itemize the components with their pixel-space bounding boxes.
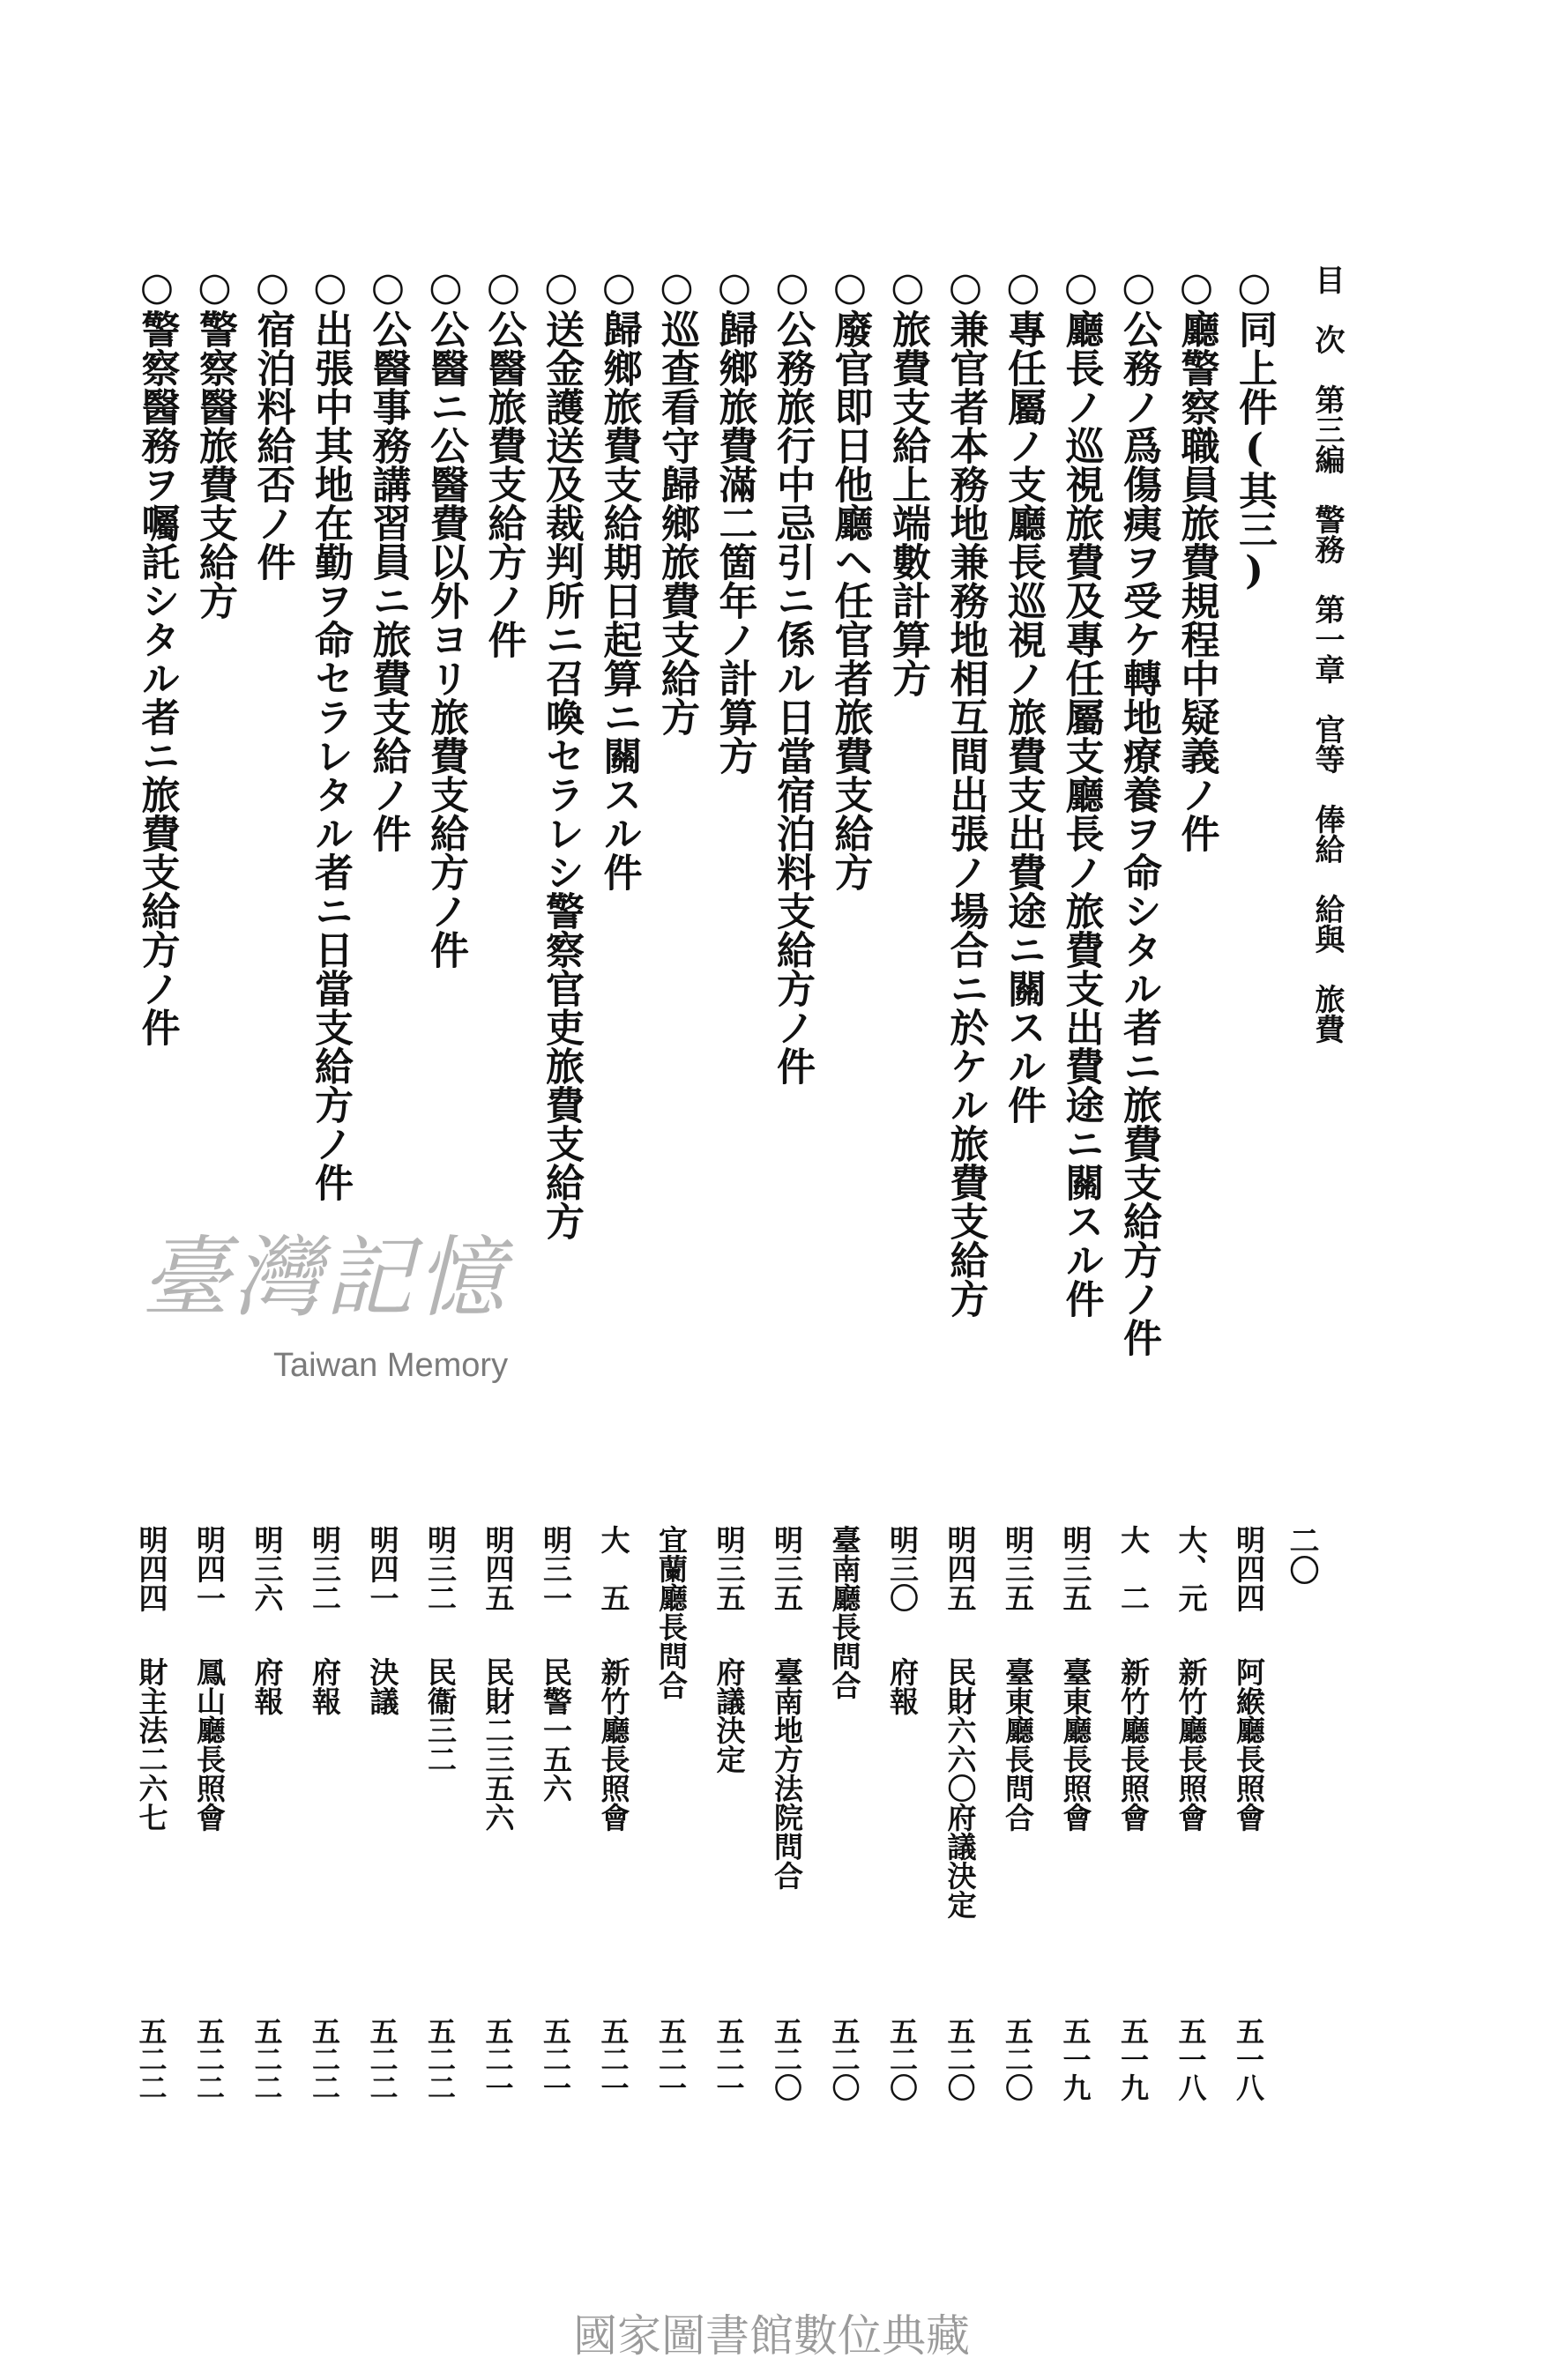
entry-title[interactable]: ○宿泊料給否ノ件 bbox=[250, 264, 295, 581]
entry-title[interactable]: ○同上件(其三) bbox=[1232, 264, 1277, 593]
entry-source: 臺南廳長問合 bbox=[827, 1525, 862, 1699]
entry-source: 民財六六〇府議決定 bbox=[943, 1657, 978, 1919]
header-part: 第一章 bbox=[1309, 594, 1345, 684]
entry-page: 五二二 bbox=[423, 2017, 457, 2101]
entry-era: 大 二 bbox=[1116, 1525, 1151, 1612]
entry-source: 新竹廳長照會 bbox=[596, 1657, 631, 1832]
entry-era: 明三〇 bbox=[885, 1525, 920, 1612]
entry-page: 五二一 bbox=[654, 2017, 688, 2101]
entry-title[interactable]: ○公務ノ爲傷痍ヲ受ケ轉地療養ヲ命シタル者ニ旅費支給方ノ件 bbox=[1116, 264, 1161, 1357]
entry-era: 明三六 bbox=[250, 1525, 285, 1612]
watermark-logo: 臺灣記憶 bbox=[141, 1226, 508, 1329]
entry-source: 臺南地方法院問合 bbox=[770, 1657, 804, 1890]
entry-title[interactable]: ○送金護送及裁判所ニ召喚セラレシ警察官吏旅費支給方 bbox=[539, 264, 584, 1240]
entry-era: 明三五 bbox=[770, 1525, 804, 1612]
entry-era: 明四五 bbox=[943, 1525, 978, 1612]
entry-page: 五一九 bbox=[1116, 2017, 1150, 2101]
entry-source: 臺東廳長照會 bbox=[1058, 1657, 1093, 1832]
entry-title[interactable]: ○巡查看守歸鄉旅費支給方 bbox=[654, 264, 699, 736]
entry-source: 宜蘭廳長問合 bbox=[654, 1525, 689, 1699]
header-part: 警務 bbox=[1309, 504, 1345, 564]
entry-title[interactable]: ○專任屬ノ支廳長巡視ノ旅費支出費途ニ關スル件 bbox=[1001, 264, 1046, 1124]
entry-source: 新竹廳長照會 bbox=[1116, 1657, 1151, 1832]
header-part: 官等 bbox=[1309, 714, 1345, 774]
entry-era: 明三五 bbox=[1001, 1525, 1035, 1612]
entry-page: 五一九 bbox=[1058, 2017, 1092, 2101]
entry-title[interactable]: ○廢官即日他廳ヘ任官者旅費支給方 bbox=[827, 264, 873, 891]
header-part: 旅費 bbox=[1309, 984, 1345, 1044]
header-part: 第三編 bbox=[1309, 384, 1345, 474]
running-header bbox=[1309, 264, 1345, 1074]
header-part: 目 bbox=[1309, 264, 1345, 294]
entry-source: 新竹廳長照會 bbox=[1174, 1657, 1209, 1832]
entry-title[interactable]: ○警察醫務ヲ囑託シタル者ニ旅費支給方ノ件 bbox=[134, 264, 180, 1046]
page-number: 二〇 bbox=[1284, 1525, 1319, 1585]
entry-title[interactable]: ○警察醫旅費支給方 bbox=[192, 264, 237, 620]
entry-title[interactable]: ○廳長ノ巡視旅費及專任屬支廳長ノ旅費支出費途ニ關スル件 bbox=[1058, 264, 1104, 1318]
entry-page: 五二一 bbox=[712, 2017, 746, 2101]
entry-page: 五二二 bbox=[134, 2017, 168, 2101]
entry-source: 府議決定 bbox=[712, 1657, 747, 1774]
entry-page: 五二二 bbox=[365, 2017, 399, 2101]
entry-era: 明三一 bbox=[539, 1525, 573, 1612]
watermark-text: Taiwan Memory bbox=[273, 1347, 509, 1384]
entry-era: 明三二 bbox=[308, 1525, 342, 1612]
entry-page: 五二〇 bbox=[1001, 2017, 1034, 2101]
entry-page: 五一八 bbox=[1174, 2017, 1208, 2101]
entry-source: 民財二三五六 bbox=[481, 1657, 516, 1832]
entry-source: 財主法二六七 bbox=[134, 1657, 169, 1832]
entry-era: 明四一 bbox=[365, 1525, 400, 1612]
entry-era: 明三二 bbox=[423, 1525, 458, 1612]
entry-page: 五二一 bbox=[539, 2017, 572, 2101]
entry-source: 民警一五六 bbox=[539, 1657, 573, 1803]
watermark bbox=[141, 1226, 529, 1428]
entry-title[interactable]: ○出張中其地在勤ヲ命セラレタル者ニ日當支給方ノ件 bbox=[308, 264, 353, 1201]
entry-source: 民衞三二 bbox=[423, 1657, 458, 1774]
entry-era: 明四五 bbox=[481, 1525, 516, 1612]
entry-title[interactable]: ○廳警察職員旅費規程中疑義ノ件 bbox=[1174, 264, 1219, 852]
entry-source: 阿緱廳長照會 bbox=[1232, 1657, 1266, 1832]
entry-page: 五一八 bbox=[1232, 2017, 1265, 2101]
entry-source: 府報 bbox=[250, 1657, 285, 1715]
entry-era: 明三五 bbox=[712, 1525, 747, 1612]
entry-source: 鳳山廳長照會 bbox=[192, 1657, 227, 1832]
entry-title[interactable]: ○公醫ニ公醫費以外ヨリ旅費支給方ノ件 bbox=[423, 264, 468, 969]
entry-era: 大、元 bbox=[1174, 1525, 1209, 1612]
header-part: 次 bbox=[1309, 324, 1345, 354]
entry-era: 明四四 bbox=[1232, 1525, 1266, 1612]
entry-page: 五二〇 bbox=[827, 2017, 861, 2101]
header-part: 給與 bbox=[1309, 894, 1345, 954]
footer-credit: 國家圖書館數位典藏 bbox=[573, 2310, 970, 2361]
entry-page: 五二〇 bbox=[770, 2017, 803, 2101]
entry-page: 五二〇 bbox=[943, 2017, 977, 2101]
entry-page: 五二一 bbox=[596, 2017, 630, 2101]
entry-page: 五二〇 bbox=[885, 2017, 919, 2101]
entry-title[interactable]: ○公醫旅費支給方ノ件 bbox=[481, 264, 526, 658]
header-part: 俸給 bbox=[1309, 804, 1345, 864]
entry-page: 五二一 bbox=[481, 2017, 515, 2101]
entry-page: 五二二 bbox=[250, 2017, 284, 2101]
entry-page: 五二二 bbox=[192, 2017, 226, 2101]
entry-title[interactable]: ○公務旅行中忌引ニ係ル日當宿泊料支給方ノ件 bbox=[770, 264, 815, 1085]
entry-source: 府報 bbox=[308, 1657, 342, 1715]
entry-source: 府報 bbox=[885, 1657, 920, 1715]
entry-page: 五二二 bbox=[308, 2017, 341, 2101]
entry-title[interactable]: ○公醫事務講習員ニ旅費支給ノ件 bbox=[365, 264, 411, 852]
entry-source: 決議 bbox=[365, 1657, 400, 1715]
entry-title[interactable]: ○旅費支給上端數計算方 bbox=[885, 264, 930, 697]
entry-title[interactable]: ○兼官者本務地兼務地相互間出張ノ場合ニ於ケル旅費支給方 bbox=[943, 264, 988, 1318]
entry-era: 明四四 bbox=[134, 1525, 169, 1612]
entry-source: 臺東廳長問合 bbox=[1001, 1657, 1035, 1832]
entry-era: 明四一 bbox=[192, 1525, 227, 1612]
entry-title[interactable]: ○歸鄉旅費滿二箇年ノ計算方 bbox=[712, 264, 757, 775]
entry-title[interactable]: ○歸鄉旅費支給期日起算ニ關スル件 bbox=[596, 264, 642, 891]
entry-era: 大 五 bbox=[596, 1525, 631, 1612]
entry-era: 明三五 bbox=[1058, 1525, 1093, 1612]
